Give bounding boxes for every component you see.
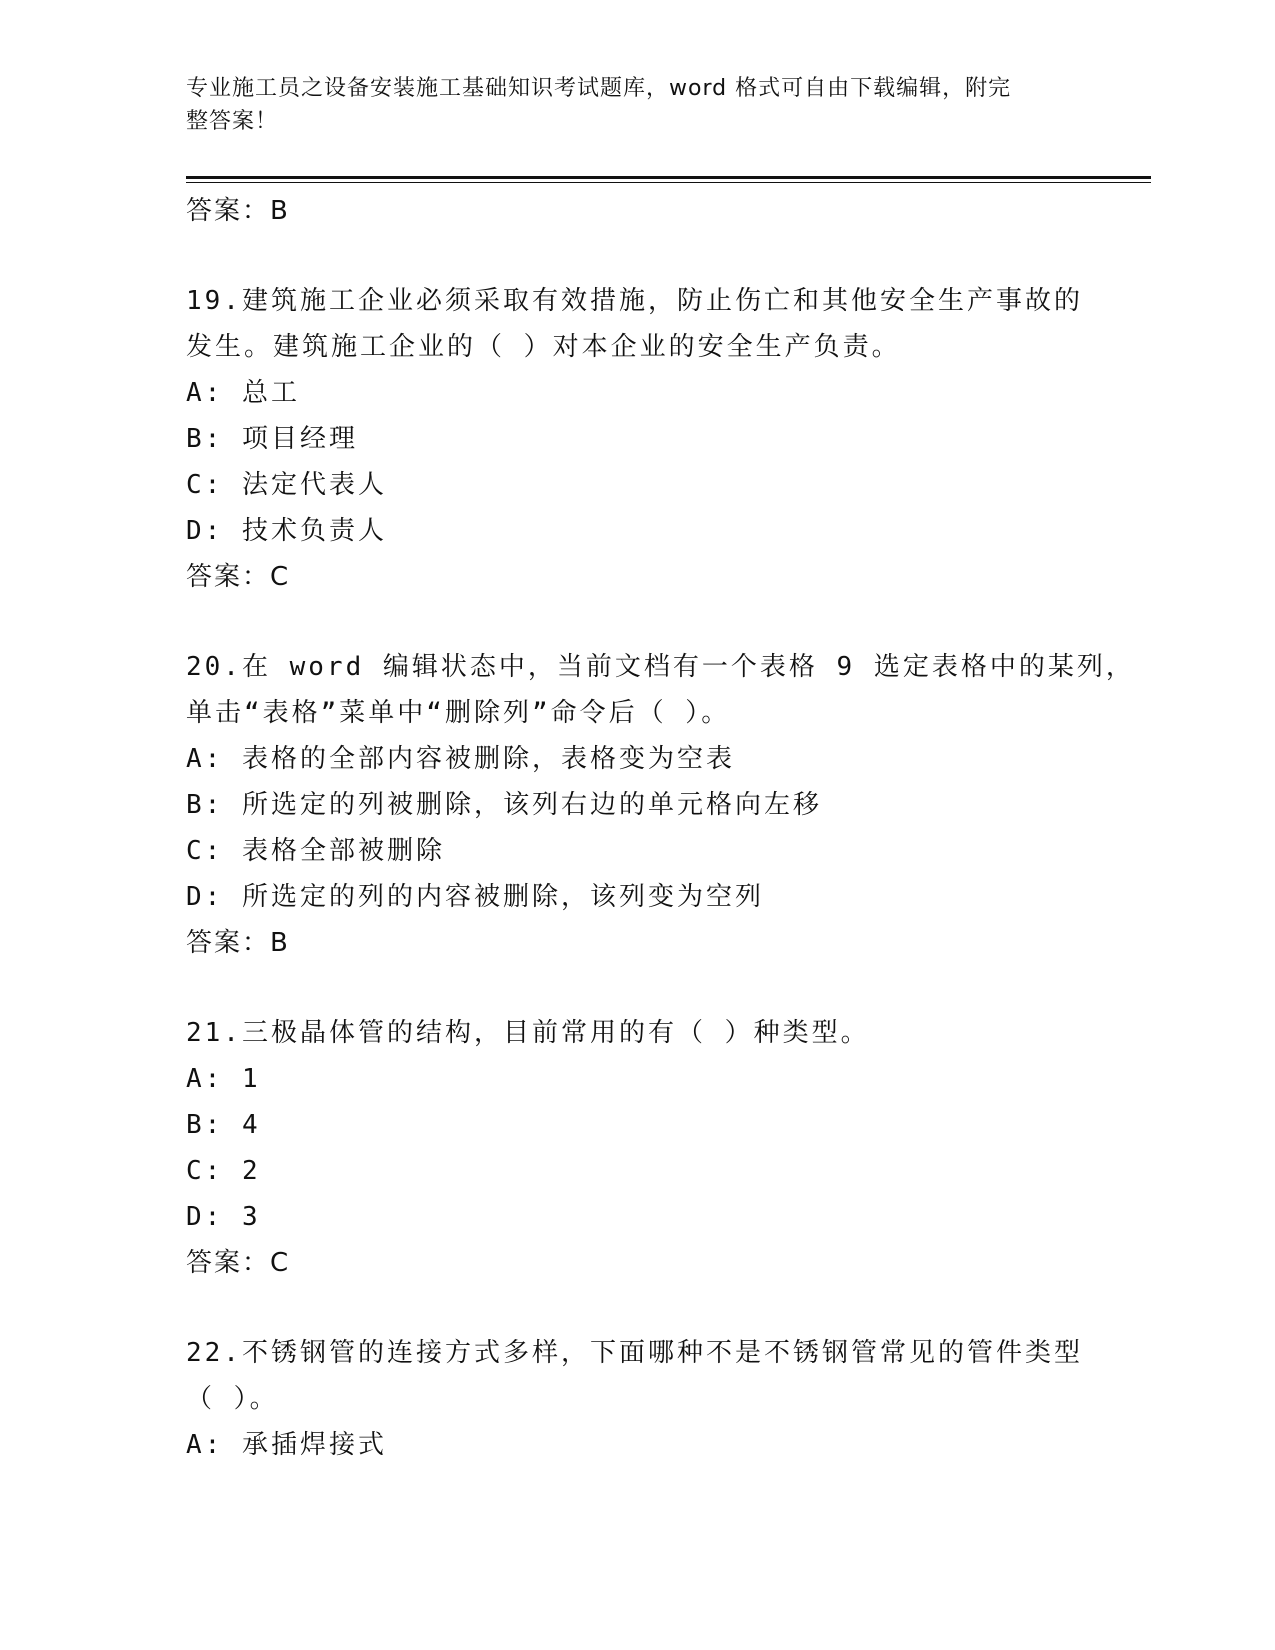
answer-20: 答案：B [186, 928, 290, 958]
question-20-option-a: A: 表格的全部内容被删除，表格变为空表 [186, 744, 735, 774]
question-21-option-d: D: 3 [186, 1202, 261, 1232]
question-20-option-d: D: 所选定的列的内容被删除，该列变为空列 [186, 882, 764, 912]
question-block-19 [186, 278, 1086, 600]
answer-21: 答案：C [186, 1248, 291, 1278]
question-19-option-a: A: 总工 [186, 378, 300, 408]
header-line-2: 整答案！ [186, 109, 279, 134]
question-block-20 [186, 644, 1135, 966]
question-19-line-2: 发生。建筑施工企业的（ ）对本企业的安全生产负责。 [186, 332, 901, 362]
question-20-option-b: B: 所选定的列被删除，该列右边的单元格向左移 [186, 790, 822, 820]
question-19-line-1: 19.建筑施工企业必须采取有效措施，防止伤亡和其他安全生产事故的 [186, 286, 1083, 316]
question-19-option-d: D: 技术负责人 [186, 516, 387, 546]
question-21-option-a: A: 1 [186, 1064, 261, 1094]
question-block-21 [186, 1010, 1086, 1286]
header-line-1: 专业施工员之设备安装施工基础知识考试题库，word 格式可自由下载编辑，附完 [186, 76, 1012, 101]
question-20-option-c: C: 表格全部被删除 [186, 836, 445, 866]
question-20-line-1: 20.在 word 编辑状态中，当前文档有一个表格 9 选定表格中的某列， [186, 652, 1135, 682]
question-19-option-b: B: 项目经理 [186, 424, 358, 454]
question-21-option-c: C: 2 [186, 1156, 261, 1186]
question-19-option-c: C: 法定代表人 [186, 470, 387, 500]
answer-19: 答案：C [186, 562, 291, 592]
question-22-line-2: （ ）。 [186, 1384, 279, 1414]
question-20-line-2: 单击“表格”菜单中“删除列”命令后（ ）。 [186, 698, 731, 728]
document-body [186, 188, 1135, 1468]
answer-block-18 [186, 188, 1086, 234]
answer-18: 答案：B [186, 196, 290, 226]
question-block-22 [186, 1330, 1086, 1468]
question-22-line-1: 22.不锈钢管的连接方式多样，下面哪种不是不锈钢管常见的管件类型 [186, 1338, 1083, 1368]
question-21-line-1: 21.三极晶体管的结构，目前常用的有（ ）种类型。 [186, 1018, 870, 1048]
header-rule-thin [186, 182, 1151, 183]
header-rule-thick [186, 176, 1151, 179]
question-22-option-a: A: 承插焊接式 [186, 1430, 387, 1460]
document-header [186, 72, 1066, 138]
question-21-option-b: B: 4 [186, 1110, 261, 1140]
